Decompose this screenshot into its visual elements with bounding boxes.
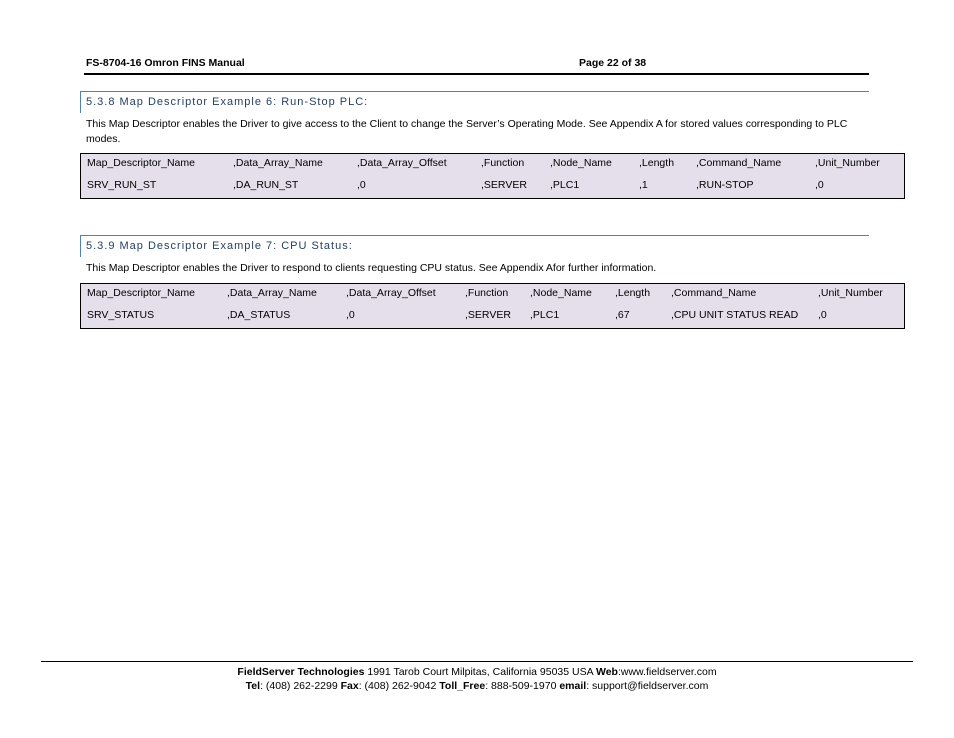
footer-address-line bbox=[0, 666, 954, 678]
table-row bbox=[81, 306, 904, 328]
table-cell: ,SERVER bbox=[481, 179, 527, 191]
section-body-5-3-8: This Map Descriptor enables the Driver to give access to the Client to change the Server’s Operating Mode. See Appendix A for stored values corresponding to PLC modes. bbox=[86, 118, 848, 145]
table-header-cell: ,Unit_Number bbox=[815, 157, 880, 169]
section-heading-5-3-8: 5.3.8 Map Descriptor Example 6: Run-Stop PLC: bbox=[80, 91, 869, 113]
table-cell: ,DA_STATUS bbox=[227, 309, 291, 321]
table-header-cell: ,Data_Array_Offset bbox=[346, 287, 436, 299]
footer-email-link[interactable]: : support@fieldserver.com bbox=[586, 680, 709, 692]
table-header-cell: ,Node_Name bbox=[530, 287, 592, 299]
page-number: Page 22 of 38 bbox=[579, 57, 647, 69]
table-cell: ,PLC1 bbox=[530, 309, 560, 321]
table-header-row bbox=[81, 284, 904, 306]
table-cell: ,CPU UNIT STATUS READ bbox=[671, 309, 799, 321]
table-row bbox=[81, 176, 904, 198]
footer-tel: : (408) 262-2299 bbox=[260, 680, 341, 692]
table-header-cell: ,Function bbox=[481, 157, 525, 169]
table-cell: ,DA_RUN_ST bbox=[233, 179, 299, 191]
map-descriptor-table-cpu-status bbox=[80, 283, 905, 329]
footer-tel-label: Tel bbox=[245, 680, 261, 692]
header-divider bbox=[84, 73, 869, 75]
table-header-cell: ,Data_Array_Offset bbox=[357, 157, 447, 169]
table-cell: ,0 bbox=[346, 309, 355, 321]
table-cell: ,1 bbox=[639, 179, 648, 191]
footer-tollfree: : 888-509-1970 bbox=[485, 680, 560, 692]
table-header-cell: ,Length bbox=[639, 157, 675, 169]
table-header-cell: ,Command_Name bbox=[671, 287, 757, 299]
table-header-cell: ,Command_Name bbox=[696, 157, 782, 169]
footer-divider bbox=[41, 661, 913, 662]
table-header-row bbox=[81, 154, 904, 176]
table-header-cell: ,Node_Name bbox=[550, 157, 612, 169]
table-cell: SRV_RUN_ST bbox=[87, 179, 157, 191]
footer-web-link[interactable]: :www.fieldserver.com bbox=[617, 666, 717, 678]
table-cell: ,0 bbox=[815, 179, 824, 191]
table-cell: ,SERVER bbox=[465, 309, 511, 321]
table-header-cell: Map_Descriptor_Name bbox=[87, 287, 195, 299]
footer-web-label: Web bbox=[595, 666, 618, 678]
table-cell: ,67 bbox=[615, 309, 630, 321]
table-header-cell: ,Function bbox=[465, 287, 509, 299]
footer-email-label: email bbox=[559, 680, 587, 692]
map-descriptor-table-run-stop bbox=[80, 153, 905, 199]
table-cell: ,RUN-STOP bbox=[696, 179, 754, 191]
footer-tollfree-label: Toll_Free bbox=[439, 680, 486, 692]
table-header-cell: ,Length bbox=[615, 287, 651, 299]
footer-company: FieldServer Technologies bbox=[237, 666, 365, 678]
footer-address: 1991 Tarob Court Milpitas, California 95035 USA bbox=[364, 666, 596, 678]
section-body-5-3-9: This Map Descriptor enables the Driver to respond to clients requesting CPU status. See Appendix Afor further information. bbox=[86, 262, 657, 274]
document-title: FS-8704-16 Omron FINS Manual bbox=[86, 57, 245, 69]
footer-fax-label: Fax bbox=[340, 680, 359, 692]
section-heading-5-3-9: 5.3.9 Map Descriptor Example 7: CPU Status: bbox=[80, 235, 869, 257]
table-header-cell: Map_Descriptor_Name bbox=[87, 157, 195, 169]
table-cell: SRV_STATUS bbox=[87, 309, 155, 321]
footer-fax: : (408) 262-9042 bbox=[358, 680, 440, 692]
table-header-cell: ,Data_Array_Name bbox=[227, 287, 317, 299]
table-cell: ,PLC1 bbox=[550, 179, 580, 191]
table-header-cell: ,Data_Array_Name bbox=[233, 157, 323, 169]
footer-contact-line bbox=[0, 680, 954, 692]
table-header-cell: ,Unit_Number bbox=[818, 287, 883, 299]
table-cell: ,0 bbox=[818, 309, 827, 321]
table-cell: ,0 bbox=[357, 179, 366, 191]
